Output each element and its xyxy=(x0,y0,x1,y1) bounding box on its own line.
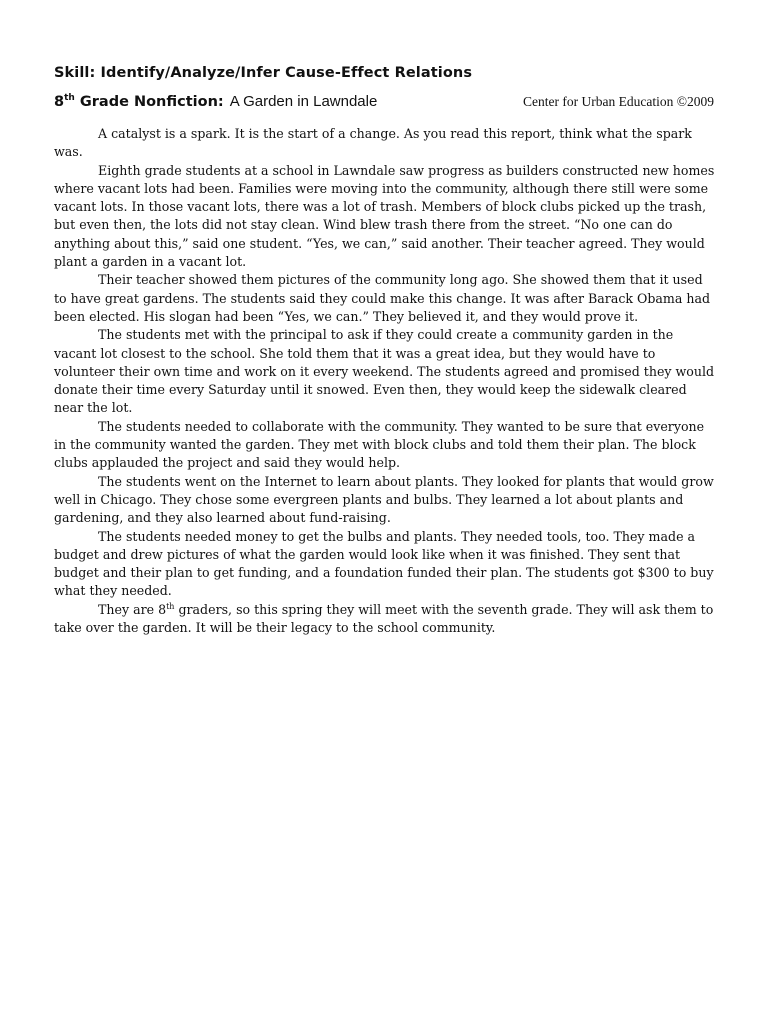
paragraph: The students needed money to get the bulbs and plants. They needed tools, too. They made a budget and drew pictures of what the garden would look like when it was finished. They sent that budget and their plan to get funding, and a foundation funded their plan. The students got $300 to buy what they needed. xyxy=(54,528,714,599)
paragraph: The students met with the principal to ask if they could create a community garden in the vacant lot closest to the school. She told them that it was a great idea, but they would have to volunteer their own time and work on it every weekend. The students agreed and promised they would donate their time every Saturday until it snowed. Even then, they would keep the sidewalk cleared near the lot. xyxy=(54,327,715,416)
paragraph: The students went on the Internet to learn about plants. They looked for plants that would grow well in Chicago. They chose some evergreen plants and bulbs. They learned a lot about plants and gardening, and they also learned about fund-raising. xyxy=(54,473,714,526)
grade-rest: Grade Nonfiction: xyxy=(74,94,224,110)
paragraph: The students needed to collaborate with the community. They wanted to be sure that everyone in the community wanted the garden. They met with block clubs and told them their plan. The block clubs applauded the project and said they would help. xyxy=(54,418,705,471)
last-paragraph-start: They are 8 xyxy=(98,601,167,617)
skill-heading: Skill: Identify/Analyze/Infer Cause-Effect Relations xyxy=(54,65,473,81)
ordinal-suffix: th xyxy=(166,601,175,611)
credit-line: Center for Urban Education ©2009 xyxy=(523,94,714,109)
grade-number: 8 xyxy=(54,94,65,110)
document-page xyxy=(54,62,716,637)
grade-label xyxy=(54,94,224,110)
paragraph-last xyxy=(54,601,716,638)
title-row xyxy=(54,91,716,113)
last-paragraph-rest: graders, so this spring they will meet with the seventh grade. They will ask them to take over the garden. It will be their legacy to the school community. xyxy=(54,601,714,636)
paragraph: Eighth grade students at a school in Lawndale saw progress as builders constructed new homes where vacant lots had been. Families were moving into the community, although there still were some vacant lots. In those vacant lots, there was a lot of trash. Members of block clubs picked up the trash, but even then, the lots did not stay clean. Wind blew trash there from the street. “No one can do anything about this,” said one student. “Yes, we can,” said another. Their teacher agreed. They would plant a garden in a vacant lot. xyxy=(54,162,715,270)
paragraph: A catalyst is a spark. It is the start of a change. As you read this report, think what the spark was. xyxy=(54,126,692,160)
grade-suffix: th xyxy=(64,93,75,103)
story-title: A Garden in Lawndale xyxy=(229,93,378,110)
paragraph: Their teacher showed them pictures of the community long ago. She showed them that it used to have great gardens. The students said they could make this change. It was after Barack Obama had been elected. His slogan had been “Yes, we can.” They believed it, and they would prove it. xyxy=(54,272,711,324)
article-body xyxy=(54,125,716,637)
